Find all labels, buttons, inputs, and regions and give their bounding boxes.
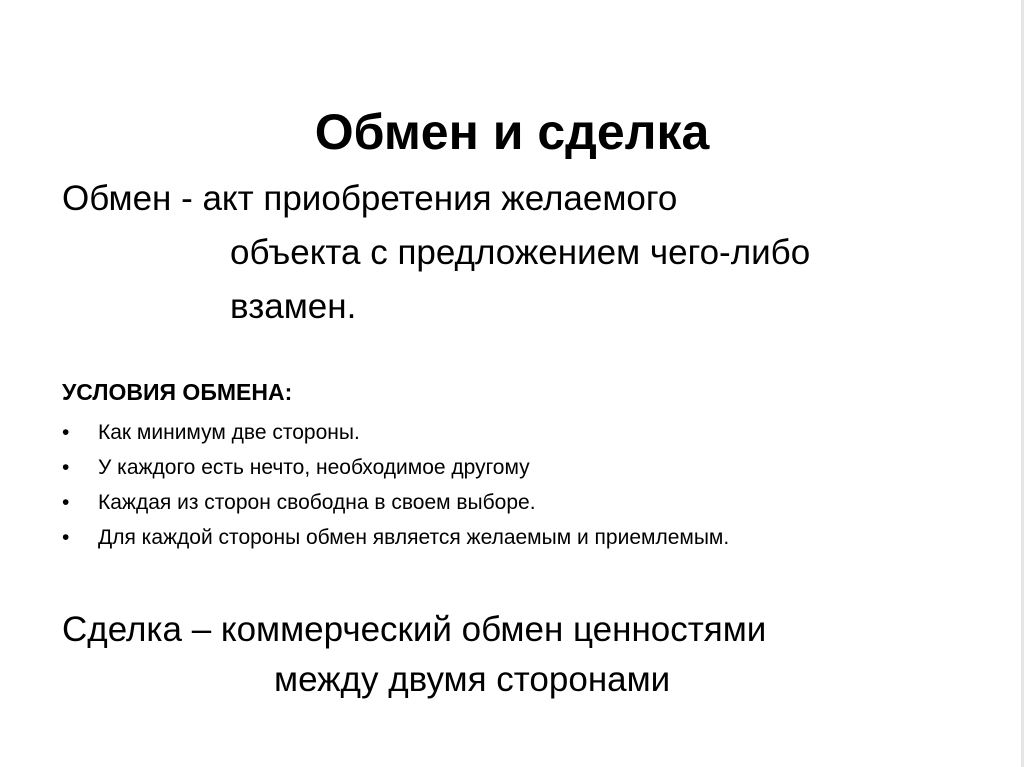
condition-text: У каждого есть нечто, необходимое другому [98,456,530,479]
exchange-definition-line-2: объекта с предложением чего-либо [230,233,811,272]
bullet-icon: • [62,491,70,514]
exchange-definition-line-3: взамен. [230,287,357,326]
exchange-definition [62,172,1002,334]
conditions-heading: УСЛОВИЯ ОБМЕНА: [62,379,293,405]
condition-text: Для каждой стороны обмен является желаемым и приемлемым. [98,526,730,549]
bullet-icon: • [62,421,70,444]
bullet-icon: • [62,526,70,549]
deal-definition [62,605,1002,705]
deal-definition-line-1: Сделка – коммерческий обмен ценностями [62,610,767,649]
slide-title: Обмен и сделка [314,103,710,160]
condition-text: Каждая из сторон свободна в своем выборе. [98,491,536,514]
deal-definition-line-2: между двумя сторонами [274,660,671,699]
condition-text: Как минимум две стороны. [98,421,360,444]
bullet-icon: • [62,456,70,479]
exchange-definition-line-1: Обмен - акт приобретения желаемого [62,179,678,218]
